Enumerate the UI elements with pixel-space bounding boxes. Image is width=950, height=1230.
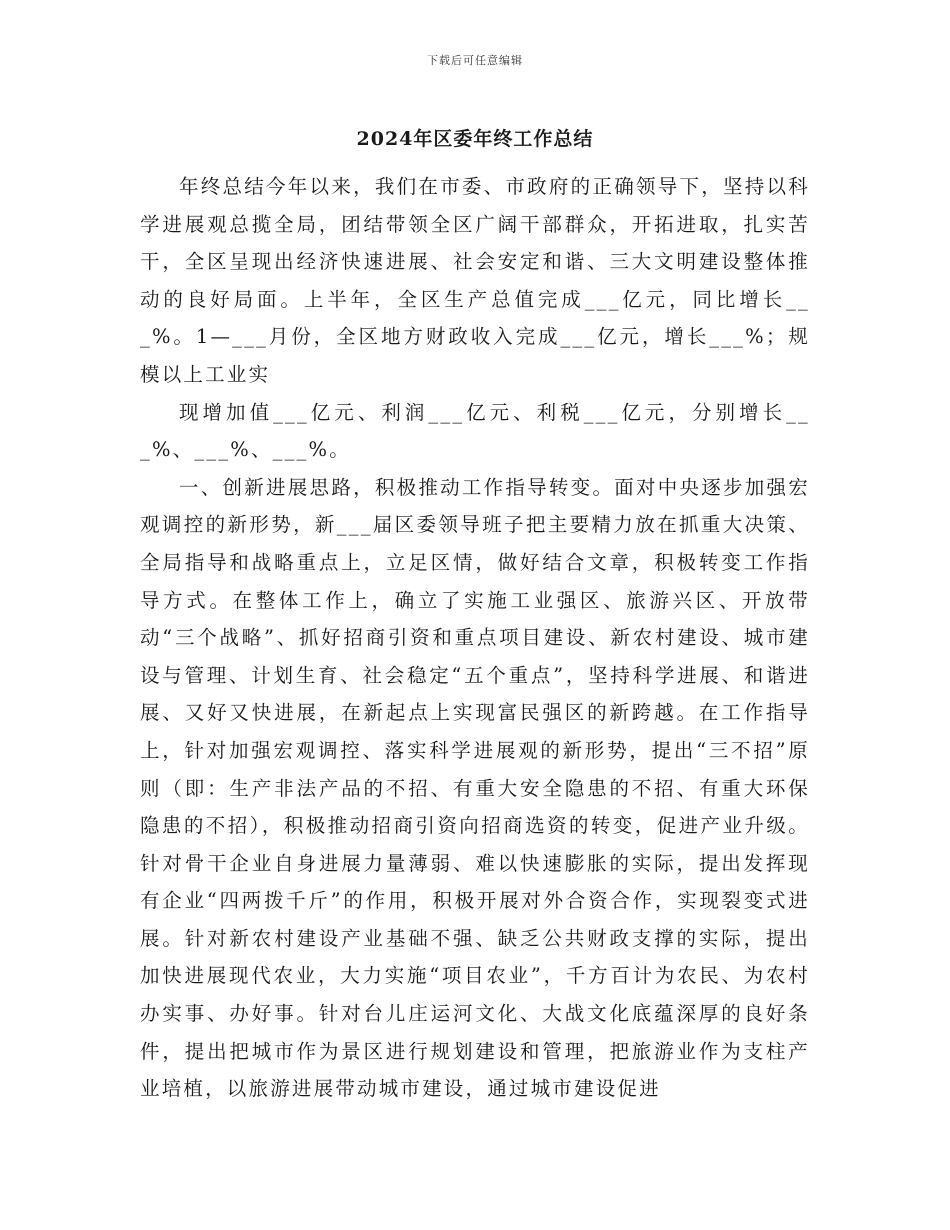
page-header-note: 下载后可任意编辑 xyxy=(427,54,523,67)
document-body xyxy=(140,168,810,1108)
paragraph-3: 一、创新进展思路，积极推动工作指导转变。面对中央逐步加强宏观调控的新形势，新___届区委领导班子把主要精力放在抓重大决策、全局指导和战略重点上，立足区情，做好结合文章，积极转变工作指导方式。在整体工作上，确立了实施工业强区、旅游兴区、开放带动“三个战略”、抓好招商引资和重点项目建设、新农村建设、城市建设与管理、计划生育、社会稳定“五个重点”，坚持科学进展、和谐进展、又好又快进展，在新起点上实现富民强区的新跨越。在工作指导上，针对加强宏观调控、落实科学进展观的新形势，提出“三不招”原则（即：生产非法产品的不招、有重大安全隐患的不招、有重大环保隐患的不招），积极推动招商引资向招商选资的转变，促进产业升级。针对骨干企业自身进展力量薄弱、难以快速膨胀的实际，提出发挥现有企业“四两拨千斤”的作用，积极开展对外合资合作，实现裂变式进展。针对新农村建设产业基础不强、缺乏公共财政支撑的实际，提出加快进展现代农业，大力实施“项目农业”，千方百计为农民、为农村办实事、办好事。针对台儿庄运河文化、大战文化底蕴深厚的良好条件，提出把城市作为景区进行规划建设和管理，把旅游业作为支柱产业培植，以旅游进展带动城市建设，通过城市建设促进 xyxy=(140,475,810,1101)
document-title: 2024年区委年终工作总结 xyxy=(356,128,594,150)
paragraph-1: 年终总结今年以来，我们在市委、市政府的正确领导下，坚持以科学进展观总揽全局，团结带领全区广阔干部群众，开拓进取，扎实苦干，全区呈现出经济快速进展、社会安定和谐、三大文明建设整体推动的良好局面。上半年，全区生产总值完成___亿元，同比增长___%。1—___月份，全区地方财政收入完成___亿元，增长___%；规模以上工业实 xyxy=(140,175,810,386)
paragraph-2: 现增加值___亿元、利润___亿元、利税___亿元，分别增长___%、___%、___%。 xyxy=(140,400,810,462)
